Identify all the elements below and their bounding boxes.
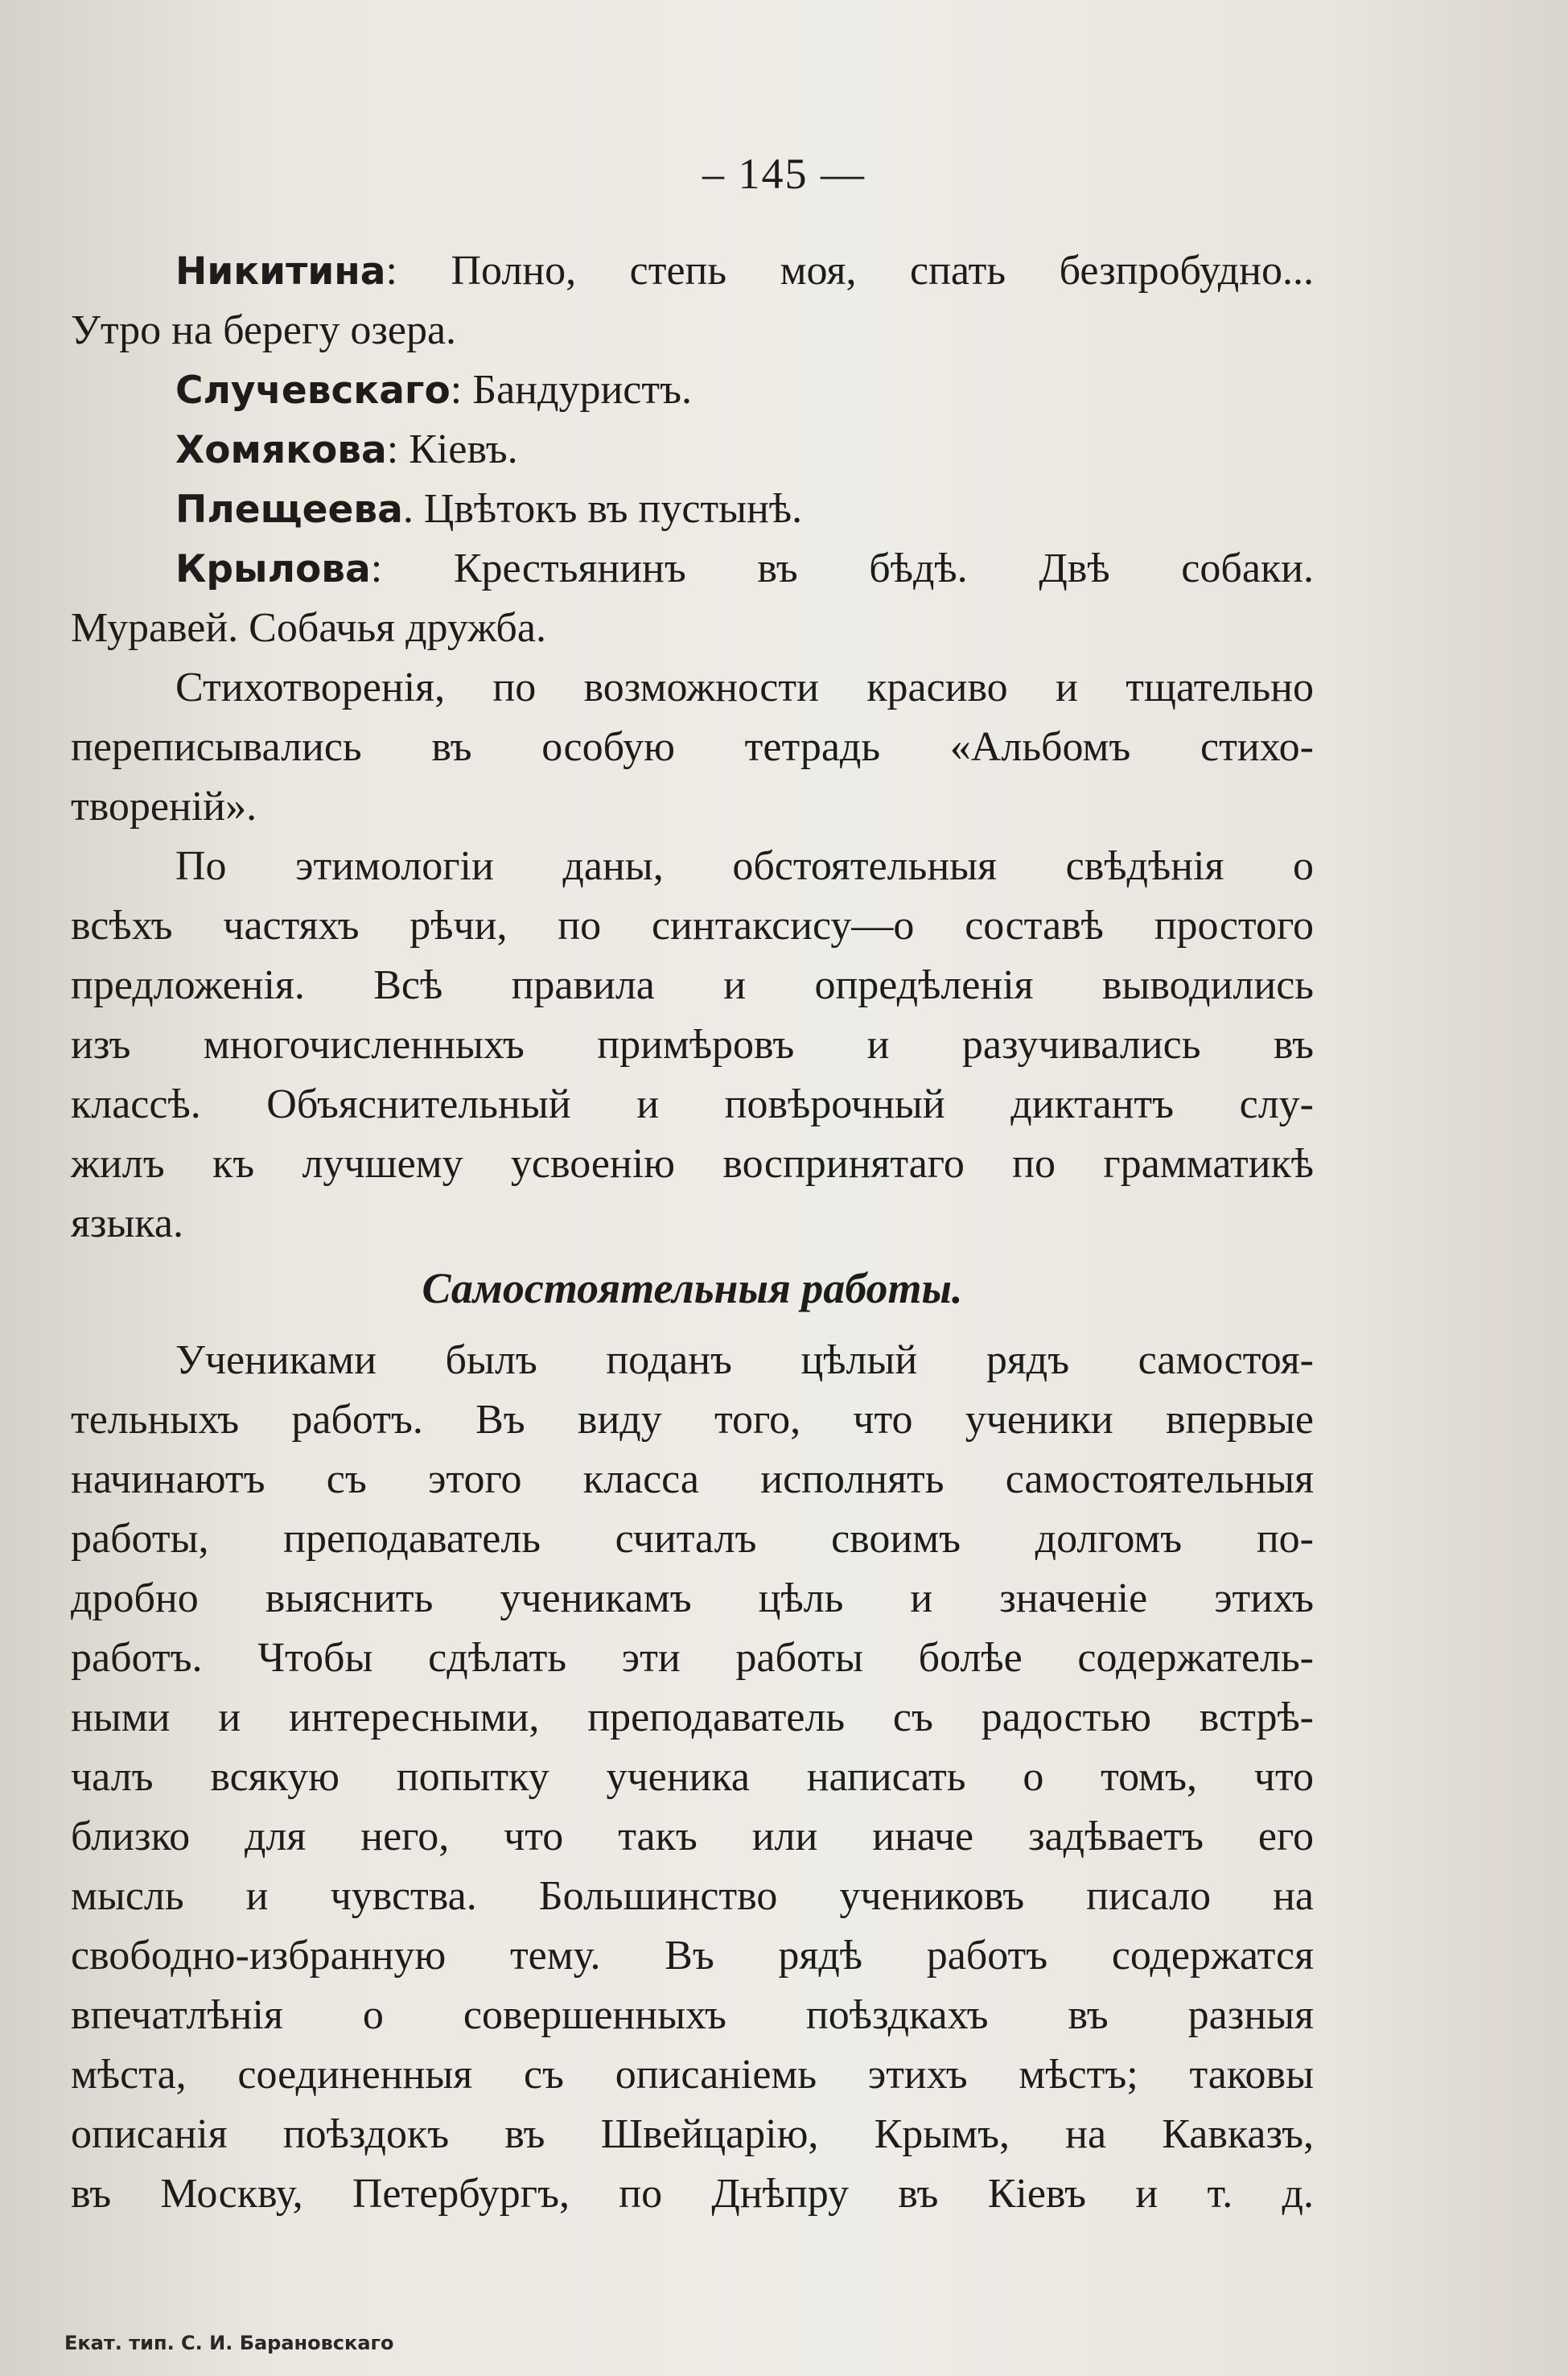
poet-entry-krylov: Крылова: Крестьянинъ въ бѣдѣ. Двѣ собаки. [175, 546, 1314, 591]
text-line: Стихотворенія, по возможности красиво и тщательно [175, 665, 1314, 710]
text-line: Муравей. Собачья дружба. [71, 605, 546, 651]
text-line: Утро на берегу озера. [71, 307, 457, 353]
text-line: мысль и чувства. Большинство учениковъ писало на [71, 1873, 1314, 1919]
poet-entry-nikitin: Никитина: Полно, степь моя, спать безпробудно... [175, 248, 1314, 294]
text-line: Учениками былъ поданъ цѣлый рядъ самостоя- [175, 1337, 1314, 1383]
text-line: классѣ. Объяснительный и повѣрочный диктантъ слу- [71, 1081, 1314, 1127]
text-line: свободно-избранную тему. Въ рядѣ работъ содержатся [71, 1933, 1314, 1979]
poet-name: Никитина [175, 249, 386, 294]
text-line: предложенія. Всѣ правила и опредѣленія выводились [71, 962, 1314, 1008]
text-line: впечатлѣнія о совершенныхъ поѣздкахъ въ разныя [71, 1992, 1314, 2038]
text-line: работы, преподаватель считалъ своимъ долгомъ по- [71, 1516, 1314, 1562]
text-line: близко для него, что такъ или иначе задѣваетъ его [71, 1814, 1314, 1859]
page-text [71, 241, 1314, 2224]
text-line: По этимологіи даны, обстоятельныя свѣдѣнія о [175, 843, 1314, 889]
printer-imprint: Екат. тип. С. И. Барановскаго [64, 2332, 394, 2354]
text-line: языка. [71, 1200, 183, 1246]
poet-name: Крылова [175, 547, 371, 591]
text-line: мѣста, соединенныя съ описаніемь этихъ мѣстъ; таковы [71, 2052, 1314, 2098]
poet-works: Полно, степь моя, спать безпробудно... [451, 248, 1314, 294]
poet-name: Случевскаго [175, 369, 451, 413]
page-number: – 145 — [702, 150, 866, 198]
text-line: описанія поѣздокъ въ Швейцарію, Крымъ, на Кавказъ, [71, 2111, 1314, 2157]
text-line: начинаютъ съ этого класса исполнять самостоятельныя [71, 1456, 1314, 1502]
text-line: тельныхъ работъ. Въ виду того, что ученики впервые [71, 1397, 1314, 1443]
poet-works: Бандуристъ. [472, 367, 692, 413]
poet-entry-pleshcheev: Плещеева. Цвѣтокъ въ пустынѣ. [175, 486, 803, 532]
text-line: въ Москву, Петербургъ, по Днѣпру въ Кіевъ и т. д. [71, 2171, 1314, 2217]
text-line: переписывались въ особую тетрадь «Альбомъ стихо- [71, 724, 1314, 770]
text-line: всѣхъ частяхъ рѣчи, по синтаксису—о составѣ простого [71, 903, 1314, 949]
poet-name: Хомякова [175, 428, 387, 472]
text-line: работъ. Чтобы сдѣлать эти работы болѣе содержатель- [71, 1635, 1314, 1681]
text-line: твореній». [71, 784, 257, 830]
poet-works: Кіевъ. [409, 426, 518, 472]
poet-works: Цвѣтокъ въ пустынѣ. [423, 486, 803, 532]
text-line: изъ многочисленныхъ примѣровъ и разучивались въ [71, 1022, 1314, 1068]
text-line: жилъ къ лучшему усвоенію воспринятаго по грамматикѣ [71, 1141, 1314, 1187]
poet-name: Плещеева [175, 488, 403, 532]
section-heading: Самостоятельныя работы. [422, 1264, 963, 1312]
text-line: чалъ всякую попытку ученика написать о томъ, что [71, 1754, 1314, 1800]
text-line: дробно выяснить ученикамъ цѣль и значеніе этихъ [71, 1575, 1314, 1621]
text-line: ными и интересными, преподаватель съ радостью встрѣ- [71, 1694, 1314, 1740]
poet-works: Крестьянинъ въ бѣдѣ. Двѣ собаки. [453, 546, 1314, 591]
poet-entry-sluchevsky: Случевскаго: Бандуристъ. [175, 367, 692, 413]
poet-entry-khomyakov: Хомякова: Кіевъ. [175, 426, 518, 472]
